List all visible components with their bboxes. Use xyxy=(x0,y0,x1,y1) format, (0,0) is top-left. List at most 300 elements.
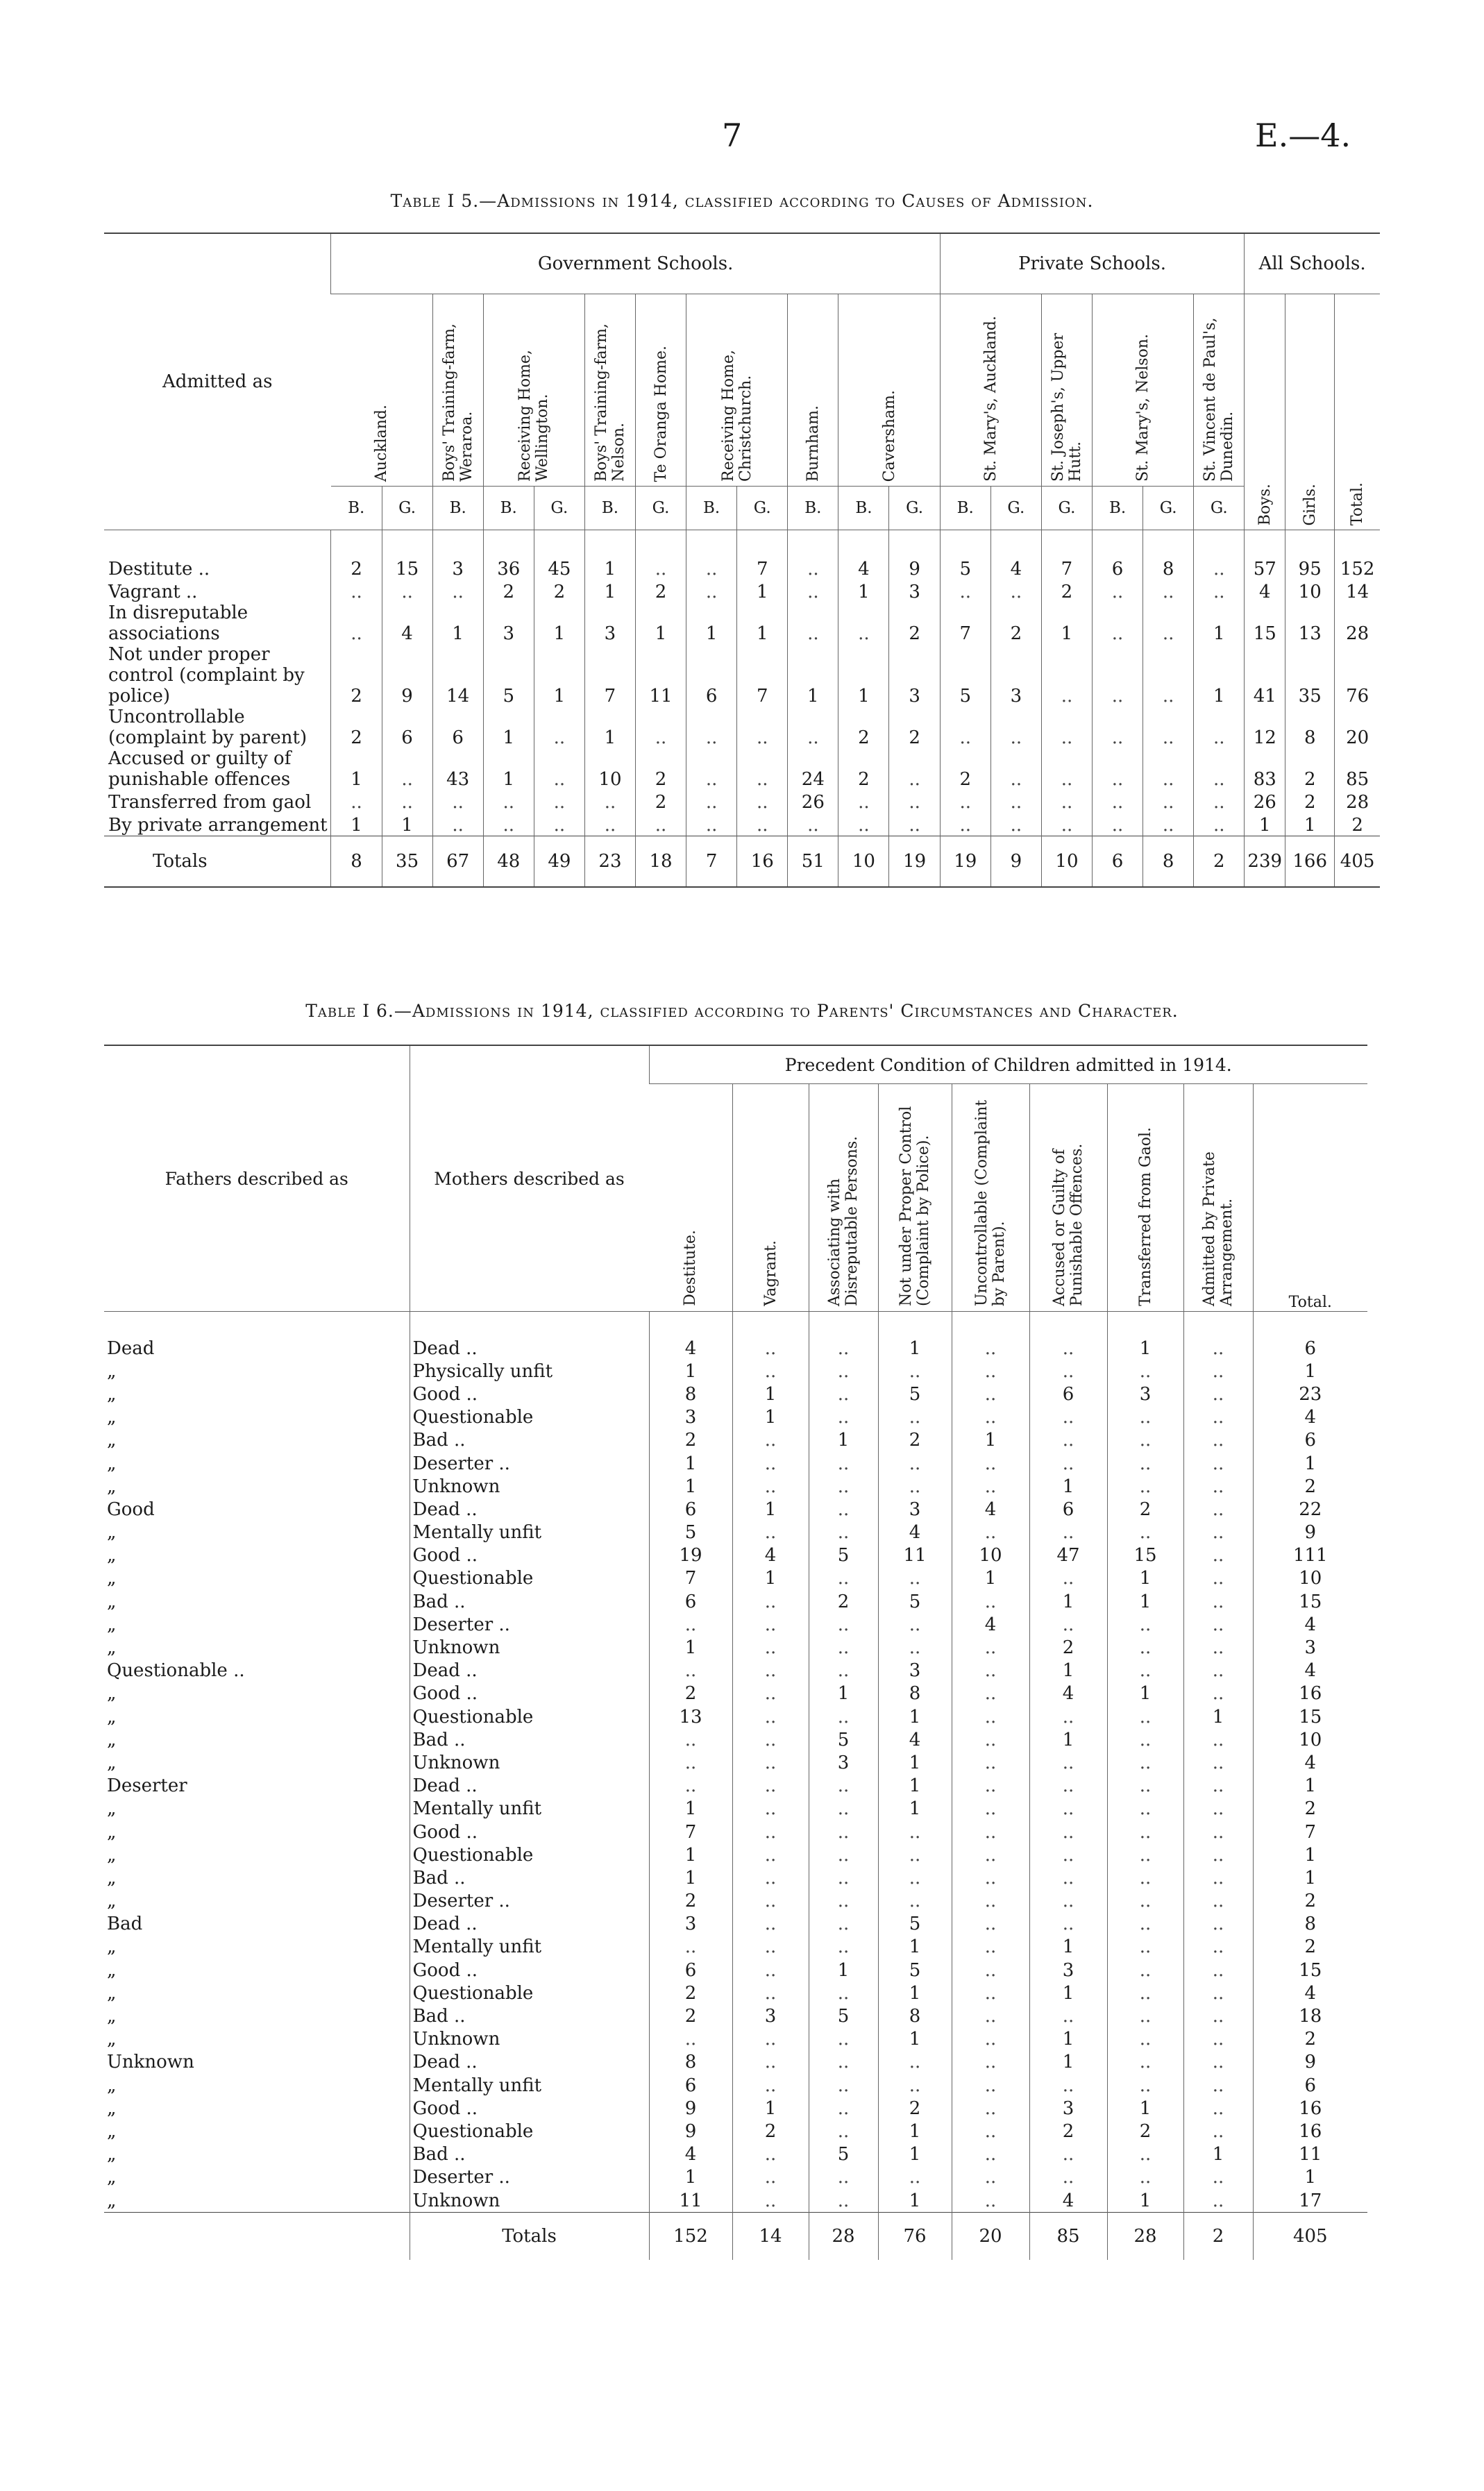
father-cell: „ xyxy=(107,1891,117,1912)
table-row xyxy=(104,1728,1367,1751)
table15-row-header: Admitted as xyxy=(104,233,331,530)
table-cell: 4 xyxy=(952,1613,1029,1636)
table-cell: .. xyxy=(1041,813,1092,836)
table-cell: .. xyxy=(1143,790,1194,813)
table-row xyxy=(104,1475,1367,1498)
table-row xyxy=(104,1636,1367,1659)
table-cell: .. xyxy=(838,790,889,813)
table-cell: .. xyxy=(686,813,737,836)
row-total: 2 xyxy=(1253,1475,1367,1498)
row-label: Transferred from gaol xyxy=(108,792,312,813)
sex-code: B. xyxy=(838,487,889,530)
table-cell: 2 xyxy=(1041,580,1092,602)
table-cell: .. xyxy=(1107,1406,1183,1429)
table-cell: .. xyxy=(732,2051,809,2074)
sex-code: B. xyxy=(788,487,838,530)
table-row xyxy=(104,2166,1367,2189)
table15-col-header: Receiving Home, Christchurch. xyxy=(686,294,788,487)
table-cell: .. xyxy=(809,1406,878,1429)
table-cell: .. xyxy=(1029,1890,1107,1913)
row-total: 4 xyxy=(1253,1613,1367,1636)
table-cell: .. xyxy=(1029,1705,1107,1728)
total-cell: 76 xyxy=(878,2213,952,2261)
table-cell: .. xyxy=(1029,1798,1107,1821)
table-cell: .. xyxy=(1183,1498,1253,1521)
mother-cell: Deserter .. xyxy=(410,1613,649,1636)
table-cell: 2 xyxy=(990,602,1041,644)
table-cell: 5 xyxy=(878,1383,952,1405)
table-cell: 1 xyxy=(878,2189,952,2213)
table-cell: 1 xyxy=(331,748,382,790)
row-total: 15 xyxy=(1253,1959,1367,1982)
table-cell: .. xyxy=(952,2051,1029,2074)
table-cell: 1 xyxy=(1245,813,1285,836)
table-cell: 9 xyxy=(649,2120,732,2143)
row-label: Accused or guilty of punishable offences xyxy=(108,748,292,790)
table-row xyxy=(104,2143,1367,2166)
row-total: 15 xyxy=(1253,1705,1367,1728)
table-cell: .. xyxy=(1107,1360,1183,1383)
table15-col-header: Auckland. xyxy=(331,294,432,487)
table-cell: 2 xyxy=(331,530,382,580)
table-row xyxy=(104,1798,1367,1821)
table-cell: 19 xyxy=(649,1544,732,1567)
table-cell: 1 xyxy=(584,707,635,748)
table-cell: 5 xyxy=(878,1959,952,1982)
table-cell: .. xyxy=(1183,1936,1253,1959)
mother-cell: Questionable xyxy=(410,1982,649,2004)
table-cell: .. xyxy=(1183,2120,1253,2143)
table-cell: 4 xyxy=(732,1544,809,1567)
total-cell: 14 xyxy=(732,2213,809,2261)
table-cell: .. xyxy=(1183,1613,1253,1636)
mother-cell: Unknown xyxy=(410,2028,649,2051)
table-cell: .. xyxy=(732,1959,809,1982)
table-cell: .. xyxy=(1183,1866,1253,1889)
table-cell: 6 xyxy=(382,707,432,748)
table-cell: .. xyxy=(1029,2074,1107,2097)
table-cell: 2 xyxy=(889,602,940,644)
table-cell: 2 xyxy=(1029,1636,1107,1659)
table-row xyxy=(104,2074,1367,2097)
table-cell: 10 xyxy=(952,1544,1029,1567)
table-cell: .. xyxy=(952,2143,1029,2166)
table-cell: .. xyxy=(952,1705,1029,1728)
row-total: 17 xyxy=(1253,2189,1367,2213)
table-cell: 3 xyxy=(584,602,635,644)
table-cell: 1 xyxy=(732,1383,809,1405)
father-cell: „ xyxy=(107,1752,117,1773)
table-cell: 1 xyxy=(584,530,635,580)
table-cell: .. xyxy=(809,1660,878,1682)
table-cell: 3 xyxy=(649,1913,732,1936)
table-cell: .. xyxy=(1029,2166,1107,2189)
table-cell: .. xyxy=(1107,1775,1183,1798)
table-cell: 5 xyxy=(809,2143,878,2166)
table-cell: .. xyxy=(1093,748,1143,790)
table-cell: 1 xyxy=(809,1959,878,1982)
sex-code: G. xyxy=(636,487,686,530)
table16-col-header xyxy=(952,1084,1029,1312)
table-cell: .. xyxy=(732,2028,809,2051)
table-cell: 2 xyxy=(878,2097,952,2120)
table-cell: .. xyxy=(636,707,686,748)
sex-code: B. xyxy=(483,487,534,530)
table-cell: 1 xyxy=(1107,1312,1183,1360)
table-cell: 2 xyxy=(838,707,889,748)
sex-code: G. xyxy=(534,487,584,530)
table-cell: 1 xyxy=(649,1798,732,1821)
table-cell: .. xyxy=(1029,2143,1107,2166)
table-cell: .. xyxy=(1183,1751,1253,1774)
table-cell: .. xyxy=(809,2166,878,2189)
col-label: Not under Proper Control (Complaint by Police). xyxy=(897,1106,932,1306)
row-total: 16 xyxy=(1253,2097,1367,2120)
table-cell: .. xyxy=(1107,1728,1183,1751)
table-cell: .. xyxy=(1194,748,1245,790)
table15-col-header: Total. xyxy=(1335,294,1380,530)
table-cell: .. xyxy=(878,1821,952,1843)
father-cell: „ xyxy=(107,1959,117,1981)
table-cell: 9 xyxy=(382,644,432,707)
table-cell: .. xyxy=(1183,1521,1253,1544)
table-cell: 14 xyxy=(1335,580,1380,602)
table-cell: 1 xyxy=(878,1982,952,2004)
mother-cell: Good .. xyxy=(410,2097,649,2120)
father-cell: „ xyxy=(107,1729,117,1750)
table-cell: .. xyxy=(952,1913,1029,1936)
mother-cell: Dead .. xyxy=(410,1660,649,1682)
totals-label: Totals xyxy=(410,2213,649,2261)
table-cell: 1 xyxy=(1285,813,1335,836)
table-cell: .. xyxy=(952,1682,1029,1705)
table-cell: 20 xyxy=(1335,707,1380,748)
table-cell: 5 xyxy=(878,1590,952,1613)
table15-col-header: Girls. xyxy=(1285,294,1335,530)
col-label: Uncontrollable (Complaint by Parent). xyxy=(973,1099,1008,1306)
table-cell: .. xyxy=(686,790,737,813)
table15-col-header: Boys. xyxy=(1245,294,1285,530)
row-total: 10 xyxy=(1253,1728,1367,1751)
mother-cell: Mentally unfit xyxy=(410,1798,649,1821)
table-row xyxy=(104,644,1380,707)
mothers-header: Mothers described as xyxy=(410,1045,649,1312)
table-cell: 11 xyxy=(649,2189,732,2213)
total-cell: 19 xyxy=(889,836,940,888)
table-cell: .. xyxy=(636,530,686,580)
table-row xyxy=(104,790,1380,813)
table-cell: .. xyxy=(1183,1429,1253,1452)
table-row xyxy=(104,580,1380,602)
table-cell: .. xyxy=(878,1613,952,1636)
table-cell: .. xyxy=(732,1475,809,1498)
father-cell: „ xyxy=(107,1683,117,1705)
table-cell: 3 xyxy=(432,530,483,580)
total-cell: 35 xyxy=(382,836,432,888)
table-cell: .. xyxy=(940,813,990,836)
col-label: Admitted by Private Arrangement. xyxy=(1201,1151,1236,1306)
table-cell: .. xyxy=(809,1360,878,1383)
row-total: 6 xyxy=(1253,1312,1367,1360)
father-cell: „ xyxy=(107,1383,117,1405)
table15-col-header: St. Mary's, Nelson. xyxy=(1093,294,1194,487)
table-cell: .. xyxy=(732,1705,809,1728)
mother-cell: Questionable xyxy=(410,2120,649,2143)
table-cell: .. xyxy=(1107,1843,1183,1866)
table-cell: 12 xyxy=(1245,707,1285,748)
total-cell: 8 xyxy=(1143,836,1194,888)
mother-cell: Deserter .. xyxy=(410,1890,649,1913)
table-cell: 6 xyxy=(432,707,483,748)
table-cell: .. xyxy=(1143,644,1194,707)
table-row xyxy=(104,1452,1367,1475)
table-cell: .. xyxy=(1107,1475,1183,1498)
table-cell: .. xyxy=(1041,748,1092,790)
table-cell: 35 xyxy=(1285,644,1335,707)
table-cell: .. xyxy=(990,580,1041,602)
table-cell: 4 xyxy=(1029,2189,1107,2213)
table-cell: 1 xyxy=(878,1775,952,1798)
total-cell: 28 xyxy=(1107,2213,1183,2261)
table-cell: .. xyxy=(649,2028,732,2051)
table-cell: 1 xyxy=(732,1498,809,1521)
father-cell: Good xyxy=(107,1498,155,1520)
table-cell: .. xyxy=(788,580,838,602)
table-cell: .. xyxy=(732,1890,809,1913)
table16-col-header xyxy=(649,1084,732,1312)
table-cell: .. xyxy=(809,1383,878,1405)
table-cell: 1 xyxy=(1107,1590,1183,1613)
table15-group-government: Government Schools. xyxy=(331,233,940,294)
table-cell: 1 xyxy=(1029,1982,1107,2004)
row-total: 8 xyxy=(1253,1913,1367,1936)
total-cell: 49 xyxy=(534,836,584,888)
table-cell: .. xyxy=(952,1751,1029,1774)
table-cell: .. xyxy=(952,1728,1029,1751)
table-row xyxy=(104,2051,1367,2074)
table-row xyxy=(104,1429,1367,1452)
totals-spacer xyxy=(104,2213,410,2261)
total-cell: 2 xyxy=(1183,2213,1253,2261)
table-cell: 2 xyxy=(636,790,686,813)
table-row xyxy=(104,1660,1367,1682)
total-cell: 6 xyxy=(1093,836,1143,888)
total-cell: 2 xyxy=(1194,836,1245,888)
table-cell: .. xyxy=(940,707,990,748)
table-cell: 1 xyxy=(788,644,838,707)
table-cell: 3 xyxy=(878,1498,952,1521)
table-cell: .. xyxy=(732,1751,809,1774)
father-cell: „ xyxy=(107,2167,117,2188)
table-cell: .. xyxy=(732,2189,809,2213)
table-cell: 8 xyxy=(878,2004,952,2027)
table-row xyxy=(104,530,1380,580)
table-cell: .. xyxy=(732,1728,809,1751)
table-cell: 3 xyxy=(1029,1959,1107,1982)
sex-code: G. xyxy=(382,487,432,530)
table-row xyxy=(104,1775,1367,1798)
row-total: 2 xyxy=(1253,2028,1367,2051)
table-cell: 1 xyxy=(534,644,584,707)
table-cell: 3 xyxy=(649,1406,732,1429)
table-cell: .. xyxy=(382,748,432,790)
table-row xyxy=(104,2004,1367,2027)
table-cell: .. xyxy=(331,602,382,644)
table-cell: .. xyxy=(1183,1821,1253,1843)
table-cell: .. xyxy=(1183,2189,1253,2213)
sex-code: G. xyxy=(1194,487,1245,530)
total-cell: 48 xyxy=(483,836,534,888)
table-cell: .. xyxy=(878,2051,952,2074)
table-cell: .. xyxy=(1093,644,1143,707)
mother-cell: Dead .. xyxy=(410,1498,649,1521)
table-cell: 83 xyxy=(1245,748,1285,790)
father-cell: „ xyxy=(107,1522,117,1544)
table-cell: 1 xyxy=(1107,2097,1183,2120)
table-cell: 5 xyxy=(809,2004,878,2027)
table-cell: .. xyxy=(1143,707,1194,748)
table-cell: .. xyxy=(1093,790,1143,813)
table-cell: 8 xyxy=(649,1383,732,1405)
table-row xyxy=(104,602,1380,644)
table-cell: 28 xyxy=(1335,602,1380,644)
table-cell: 3 xyxy=(1029,2097,1107,2120)
table-cell: .. xyxy=(331,580,382,602)
table-cell: .. xyxy=(1183,1312,1253,1360)
table-cell: 13 xyxy=(649,1705,732,1728)
table-cell: 5 xyxy=(809,1544,878,1567)
table-cell: .. xyxy=(1107,1982,1183,2004)
table-cell: .. xyxy=(878,1406,952,1429)
table-cell: 1 xyxy=(584,580,635,602)
total-cell: 51 xyxy=(788,836,838,888)
table-cell: 1 xyxy=(809,1429,878,1452)
table-cell: 4 xyxy=(1245,580,1285,602)
table15-col-header: Te Oranga Home. xyxy=(636,294,686,487)
sex-code: B. xyxy=(686,487,737,530)
table-cell: .. xyxy=(1183,1775,1253,1798)
table-cell: .. xyxy=(1107,1636,1183,1659)
table-cell: .. xyxy=(809,1312,878,1360)
table-cell: .. xyxy=(1029,2004,1107,2027)
table-cell: .. xyxy=(1041,644,1092,707)
table-cell: .. xyxy=(1107,1913,1183,1936)
table-cell: .. xyxy=(878,1452,952,1475)
father-cell: „ xyxy=(107,1982,117,2004)
mother-cell: Good .. xyxy=(410,1383,649,1405)
table-cell: 2 xyxy=(1029,2120,1107,2143)
table-cell: .. xyxy=(952,1521,1029,1544)
table-cell: .. xyxy=(889,790,940,813)
table-cell: .. xyxy=(732,1775,809,1798)
mother-cell: Bad .. xyxy=(410,1866,649,1889)
document-code: E.—4. xyxy=(1255,117,1351,154)
table-cell: .. xyxy=(878,1475,952,1498)
table-cell: .. xyxy=(737,748,788,790)
table-cell: .. xyxy=(1183,1383,1253,1405)
table-cell: .. xyxy=(686,580,737,602)
total-cell: 23 xyxy=(584,836,635,888)
table-cell: .. xyxy=(1029,1613,1107,1636)
table-cell: .. xyxy=(584,790,635,813)
mother-cell: Unknown xyxy=(410,1751,649,1774)
table-cell: 2 xyxy=(878,1429,952,1452)
table-cell: 2 xyxy=(649,2004,732,2027)
father-cell: „ xyxy=(107,1867,117,1889)
table-cell: .. xyxy=(952,2097,1029,2120)
table-cell: .. xyxy=(809,1452,878,1475)
row-total: 2 xyxy=(1253,1936,1367,1959)
totals-row xyxy=(104,2213,1367,2261)
table-cell: 76 xyxy=(1335,644,1380,707)
father-cell: „ xyxy=(107,2190,117,2211)
table-cell: .. xyxy=(952,1475,1029,1498)
table-cell: .. xyxy=(1107,2004,1183,2027)
table-row xyxy=(104,1567,1367,1590)
father-cell: „ xyxy=(107,1545,117,1567)
table-cell: 4 xyxy=(990,530,1041,580)
table-cell: .. xyxy=(584,813,635,836)
table-cell: 7 xyxy=(649,1821,732,1843)
total-cell: 67 xyxy=(432,836,483,888)
row-total: 15 xyxy=(1253,1590,1367,1613)
row-label: Not under proper control (complaint by police) xyxy=(108,644,305,707)
table-row xyxy=(104,1936,1367,1959)
mother-cell: Unknown xyxy=(410,1475,649,1498)
row-total: 9 xyxy=(1253,1521,1367,1544)
mother-cell: Good .. xyxy=(410,1959,649,1982)
table-cell: 4 xyxy=(649,2143,732,2166)
table-cell: 2 xyxy=(1285,790,1335,813)
table-cell: .. xyxy=(889,813,940,836)
table-cell: 1 xyxy=(1029,1728,1107,1751)
table-row xyxy=(104,1821,1367,1843)
table-cell: 6 xyxy=(649,1498,732,1521)
table-cell: .. xyxy=(649,1775,732,1798)
table15-col-header: St. Joseph's, Upper Hutt. xyxy=(1041,294,1092,487)
table16-col-header xyxy=(1183,1084,1253,1312)
table-cell: .. xyxy=(1194,813,1245,836)
mother-cell: Bad .. xyxy=(410,2004,649,2027)
mother-cell: Bad .. xyxy=(410,1590,649,1613)
table-row xyxy=(104,2189,1367,2213)
table-cell: .. xyxy=(809,1798,878,1821)
father-cell: „ xyxy=(107,1798,117,1820)
table-cell: 8 xyxy=(649,2051,732,2074)
table-cell: .. xyxy=(952,1821,1029,1843)
table-cell: 5 xyxy=(483,644,534,707)
table-cell: 152 xyxy=(1335,530,1380,580)
mother-cell: Mentally unfit xyxy=(410,1936,649,1959)
father-cell: „ xyxy=(107,1591,117,1612)
table-cell: 1 xyxy=(878,2028,952,2051)
table-cell: 9 xyxy=(889,530,940,580)
row-total: 4 xyxy=(1253,1982,1367,2004)
table-cell: 6 xyxy=(1029,1498,1107,1521)
table-cell: .. xyxy=(732,1521,809,1544)
table-cell: 10 xyxy=(584,748,635,790)
table-cell: .. xyxy=(1183,1843,1253,1866)
table-cell: .. xyxy=(1183,2028,1253,2051)
table-cell: 26 xyxy=(788,790,838,813)
table-cell: .. xyxy=(1093,602,1143,644)
row-label: Uncontrollable (complaint by parent) xyxy=(108,707,307,748)
table15-col-header: Burnham. xyxy=(788,294,838,487)
table-cell: .. xyxy=(952,1866,1029,1889)
table-cell: .. xyxy=(952,1383,1029,1405)
table-cell: .. xyxy=(732,2074,809,2097)
table-cell: .. xyxy=(1029,1567,1107,1590)
